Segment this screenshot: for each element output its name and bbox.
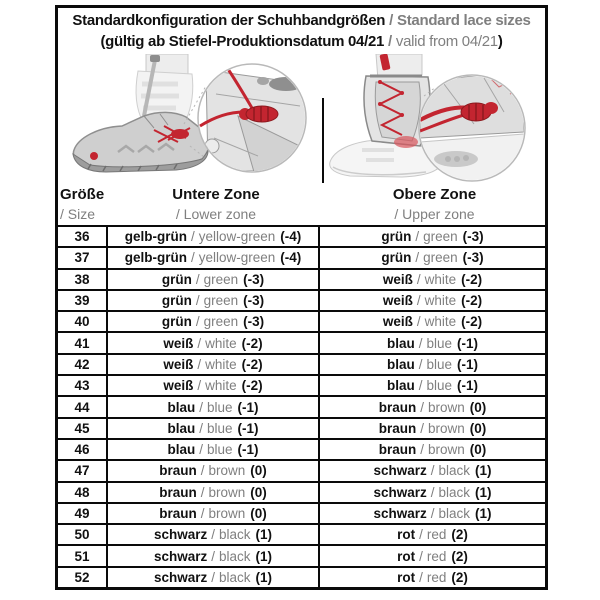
- table-row: [58, 376, 545, 397]
- cell-size: [58, 397, 108, 416]
- lower-zone-value: braun / brown (0): [159, 463, 267, 479]
- cell-lower-zone: [108, 525, 320, 544]
- upper-zone-value: blau / blue (-1): [386, 335, 479, 351]
- cell-size: [58, 312, 108, 331]
- header-size-english: / Size: [60, 206, 96, 222]
- cell-lower-zone: [108, 291, 320, 310]
- lower-zone-value: blau / blue (-1): [167, 399, 259, 415]
- cell-size: [58, 568, 108, 587]
- subtitle-german: (gültig ab Stiefel-Produktionsdatum 04/21: [100, 33, 385, 50]
- table-row: [58, 355, 545, 376]
- cell-lower-zone: [108, 419, 320, 438]
- cell-size: [58, 504, 108, 523]
- cell-lower-zone: [108, 355, 320, 374]
- lower-zone-value: gelb-grün / yellow-green (-4): [124, 229, 302, 245]
- upper-zone-value: weiß / white (-2): [382, 293, 483, 309]
- cell-lower-zone: [108, 504, 320, 523]
- cell-lower-zone: [108, 568, 320, 587]
- header-upper-english: / Upper zone: [394, 206, 475, 222]
- header-size-german: Größe: [60, 186, 105, 203]
- table-row: [58, 440, 545, 461]
- page-title: [58, 10, 545, 31]
- size-value: 45: [74, 420, 90, 436]
- table-row: [58, 397, 545, 418]
- cell-lower-zone: [108, 248, 320, 267]
- upper-zone-value: weiß / white (-2): [382, 314, 483, 330]
- cell-upper-zone: [320, 483, 545, 502]
- cell-lower-zone: [108, 376, 320, 395]
- upper-zone-value: schwarz / black (1): [373, 506, 492, 521]
- lower-zone-value: schwarz / black (1): [153, 548, 273, 564]
- upper-zone-value: braun / brown (0): [378, 399, 487, 415]
- upper-zone-value: schwarz / black (1): [373, 484, 492, 500]
- size-value: 51: [74, 548, 90, 564]
- cell-lower-zone: [108, 397, 320, 416]
- boot-upper-zone-illustration: [324, 54, 545, 183]
- table-row: [58, 291, 545, 312]
- boot-lower-zone-illustration: [58, 54, 322, 183]
- cell-size: [58, 440, 108, 459]
- table-row: [58, 504, 545, 525]
- header-upper-german: Obere Zone: [392, 186, 477, 203]
- title-separator: /: [389, 12, 394, 29]
- table-row: [58, 483, 545, 504]
- cell-upper-zone: [320, 312, 545, 331]
- cell-lower-zone: [108, 546, 320, 565]
- cell-upper-zone: [320, 397, 545, 416]
- magnifier-lower-zone: [198, 64, 308, 172]
- cell-size: [58, 376, 108, 395]
- size-value: 49: [74, 506, 90, 521]
- size-value: 42: [74, 356, 90, 372]
- cell-upper-zone: [320, 440, 545, 459]
- cell-size: [58, 333, 108, 352]
- header-size: [58, 185, 110, 223]
- cell-size: [58, 419, 108, 438]
- size-value: 38: [74, 271, 90, 287]
- size-value: 50: [74, 527, 90, 543]
- upper-zone-value: blau / blue (-1): [386, 356, 479, 372]
- magnifier-upper-zone: [419, 70, 525, 183]
- cell-size: [58, 461, 108, 480]
- lower-zone-value: schwarz / black (1): [153, 527, 273, 543]
- cell-size: [58, 227, 108, 246]
- cell-upper-zone: [320, 461, 545, 480]
- size-value: 44: [74, 399, 90, 415]
- title-german: Standardkonfiguration der Schuhbandgrößen: [72, 12, 386, 29]
- lower-zone-value: grün / green (-3): [161, 271, 265, 287]
- lower-zone-value: braun / brown (0): [159, 484, 267, 500]
- subtitle-separator: /: [388, 33, 392, 50]
- boot-upper-zone-icon: [324, 54, 545, 183]
- size-value: 43: [74, 378, 90, 394]
- cell-upper-zone: [320, 291, 545, 310]
- table-row: [58, 461, 545, 482]
- size-value: 48: [74, 484, 90, 500]
- cell-upper-zone: [320, 546, 545, 565]
- table-row: [58, 525, 545, 546]
- upper-zone-value: grün / green (-3): [381, 250, 484, 266]
- subtitle-close-paren: ): [497, 33, 503, 50]
- lower-zone-value: gelb-grün / yellow-green (-4): [124, 250, 302, 266]
- upper-zone-value: schwarz / black (1): [373, 463, 492, 479]
- size-value: 40: [74, 314, 90, 330]
- subtitle-english: valid from 04/21: [395, 33, 498, 50]
- cell-size: [58, 355, 108, 374]
- size-value: 39: [74, 293, 90, 309]
- table-row: [58, 270, 545, 291]
- size-value: 36: [74, 229, 90, 245]
- lace-size-sheet: [55, 5, 548, 590]
- lower-zone-value: grün / green (-3): [161, 293, 265, 309]
- upper-zone-value: rot / red (2): [397, 569, 468, 585]
- table-row: [58, 227, 545, 248]
- lower-zone-value: weiß / white (-2): [163, 378, 263, 394]
- cell-size: [58, 270, 108, 289]
- table-header: [58, 183, 545, 227]
- cell-lower-zone: [108, 312, 320, 331]
- cell-size: [58, 546, 108, 565]
- cell-size: [58, 291, 108, 310]
- table-row: [58, 312, 545, 333]
- boot-figures: [58, 54, 545, 183]
- header-lower-english: / Lower zone: [175, 206, 257, 222]
- upper-zone-value: blau / blue (-1): [386, 378, 479, 394]
- size-value: 37: [74, 250, 90, 266]
- toe-logo-dot: [90, 152, 98, 160]
- cell-lower-zone: [108, 227, 320, 246]
- cell-upper-zone: [320, 504, 545, 523]
- cell-upper-zone: [320, 376, 545, 395]
- lower-zone-value: weiß / white (-2): [163, 335, 263, 351]
- cell-upper-zone: [320, 419, 545, 438]
- upper-zone-value: rot / red (2): [397, 527, 468, 543]
- lower-zone-value: weiß / white (-2): [163, 356, 263, 372]
- lower-zone-value: braun / brown (0): [159, 506, 267, 521]
- cell-upper-zone: [320, 355, 545, 374]
- boot-lower-zone-icon: [58, 54, 322, 183]
- upper-zone-value: grün / green (-3): [381, 229, 484, 245]
- cell-upper-zone: [320, 248, 545, 267]
- cell-size: [58, 483, 108, 502]
- table-row: [58, 546, 545, 567]
- cell-upper-zone: [320, 270, 545, 289]
- upper-zone-value: braun / brown (0): [378, 442, 487, 458]
- size-value: 41: [74, 335, 90, 351]
- header-lower-german: Untere Zone: [172, 186, 260, 203]
- lace-keeper-zoomed: [239, 106, 278, 122]
- table-row: [58, 568, 545, 587]
- upper-zone-value: weiß / white (-2): [382, 271, 483, 287]
- table-row: [58, 248, 545, 269]
- table-row: [58, 419, 545, 440]
- size-value: 47: [74, 463, 90, 479]
- size-value: 52: [74, 569, 90, 585]
- header-lower-zone: [110, 185, 322, 223]
- column-divider: [322, 98, 324, 183]
- table-body: [58, 227, 545, 587]
- lower-zone-value: grün / green (-3): [161, 314, 265, 330]
- cell-lower-zone: [108, 483, 320, 502]
- cell-lower-zone: [108, 461, 320, 480]
- table-row: [58, 333, 545, 354]
- lower-zone-value: blau / blue (-1): [167, 420, 259, 436]
- page-title-block: [58, 8, 545, 54]
- cell-lower-zone: [108, 333, 320, 352]
- lower-zone-value: blau / blue (-1): [167, 442, 259, 458]
- cell-lower-zone: [108, 440, 320, 459]
- upper-zone-value: rot / red (2): [397, 548, 468, 564]
- header-upper-zone: [324, 185, 545, 223]
- lower-zone-value: schwarz / black (1): [153, 569, 273, 585]
- title-english: Standard lace sizes: [397, 12, 531, 29]
- cell-upper-zone: [320, 227, 545, 246]
- cell-size: [58, 525, 108, 544]
- cell-upper-zone: [320, 525, 545, 544]
- size-value: 46: [74, 442, 90, 458]
- page-subtitle: [58, 31, 545, 52]
- upper-zone-value: braun / brown (0): [378, 420, 487, 436]
- cell-upper-zone: [320, 333, 545, 352]
- cell-upper-zone: [320, 568, 545, 587]
- cell-lower-zone: [108, 270, 320, 289]
- cell-size: [58, 248, 108, 267]
